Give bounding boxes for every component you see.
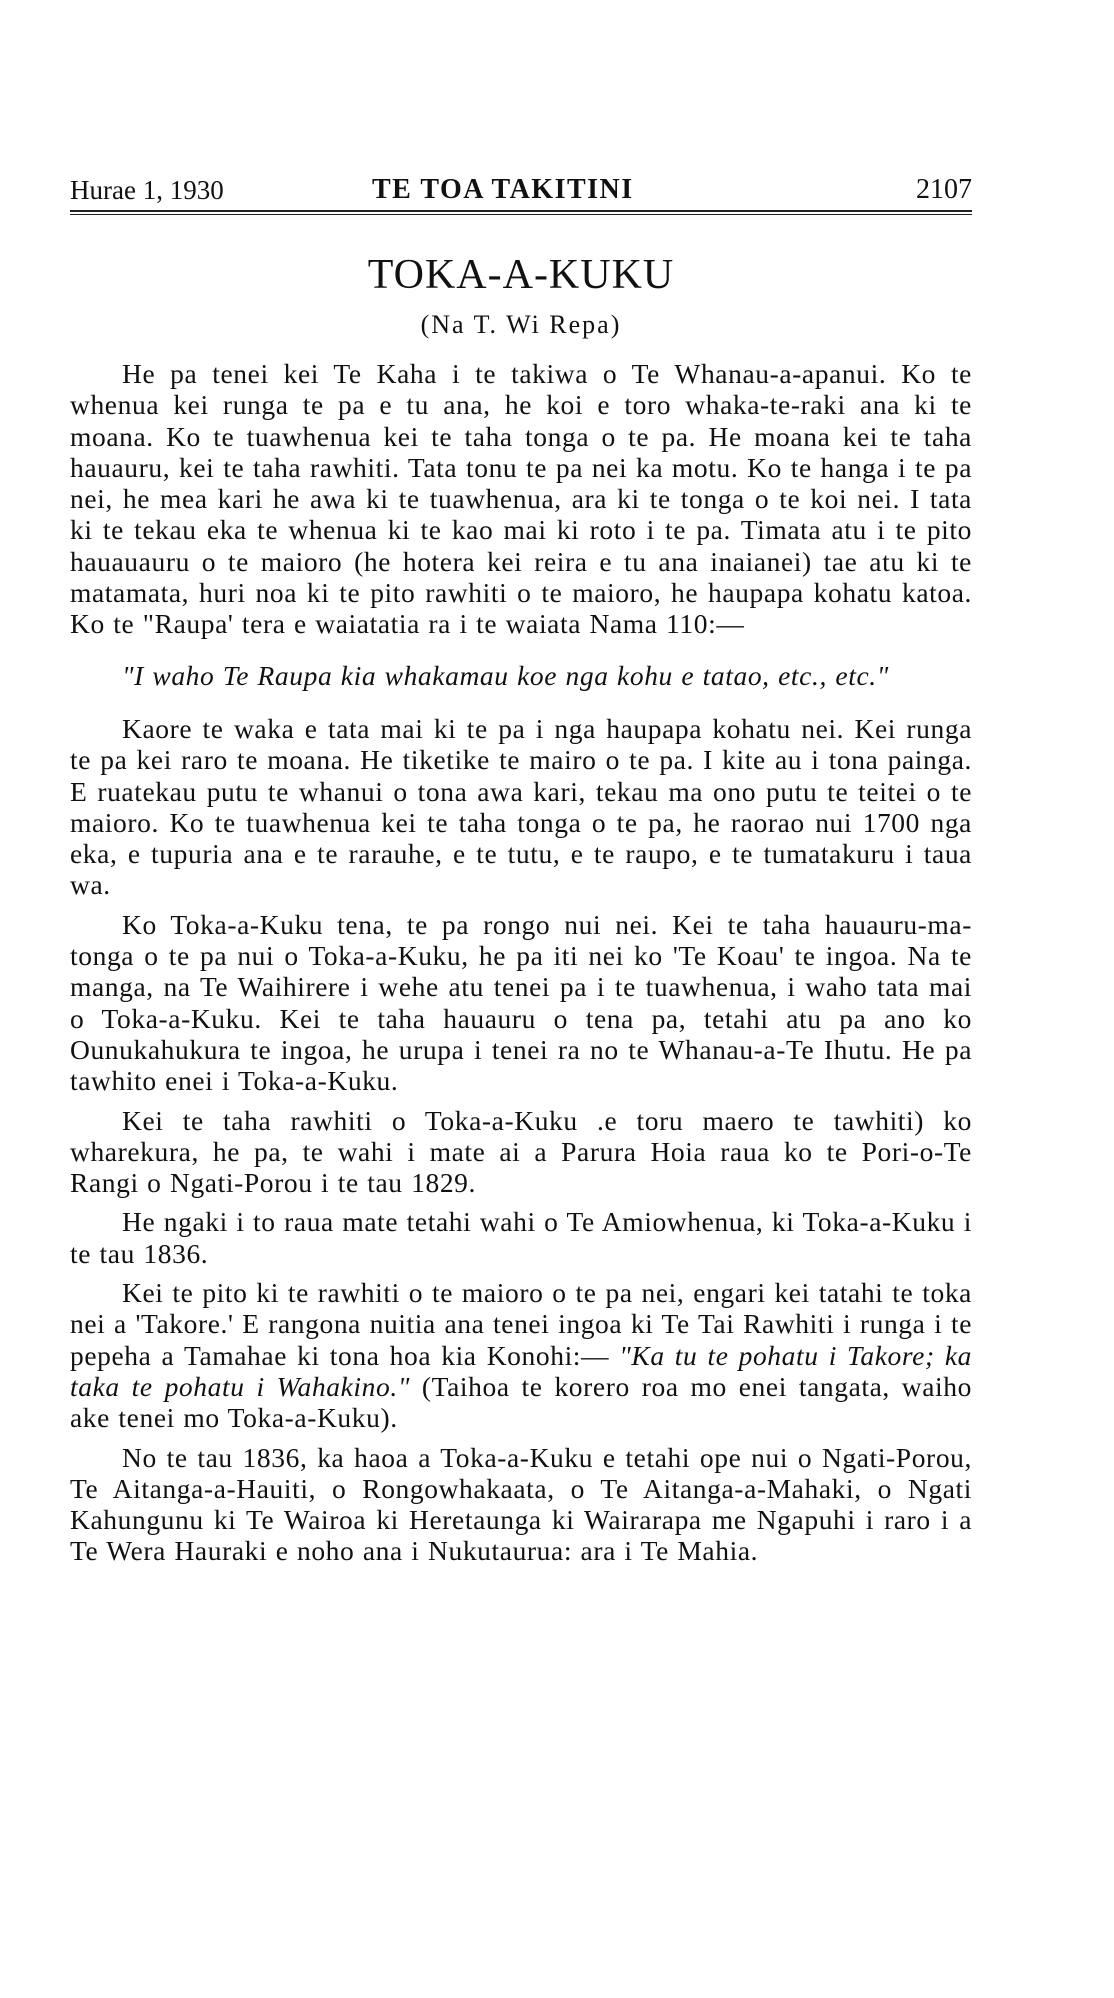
paragraph-6-text-a: Kei te pito ki te rawhiti o te maioro o te pa nei, engari kei tatahi te toka nei a 'Takore.' E rangona nuitia ana tenei ingoa ki Te Tai Rawhiti i runga i te pepeha a Tamahae ki tona hoa kia Konohi:— [70,1277,972,1371]
header-rule-thick [70,210,972,212]
paragraph-5: He ngaki i to raua mate tetahi wahi o Te Amiowhenua, ki Toka-a-Kuku i te tau 1836. [70,1206,972,1269]
paragraph-3: Ko Toka-a-Kuku tena, te pa rongo nui nei. Kei te taha hauauru-ma-tonga o te pa nui o Toka-a-Kuku, he pa iti nei ko 'Te Koau' te ingoa. Na te manga, na Te Waihirere i wehe atu tenei pa i te tuawhenua, i waho tata mai o Toka-a-Kuku. Kei te taha hauauru o tena pa, tetahi atu pa ano ko Ounukahukura te ingoa, he urupa i tenei ra no te Whanau-a-Te Ihutu. He pa tawhito enei i Toka-a-Kuku. [70,908,972,1097]
paragraph-7: No te tau 1836, ka haoa a Toka-a-Kuku e tetahi ope nui o Ngati-Porou, Te Aitanga-a-Hauiti, o Rongowhakaata, o Te Aitanga-a-Mahaki, o Ngati Kahungunu ki Te Wairoa ki Heretaunga ki Wairarapa me Ngapuhi i raro i a Te Wera Hauraki e noho ana i Nukutaurua: ara i Te Mahia. [70,1441,972,1567]
header-publication-title: TE TOA TAKITINI [372,174,634,205]
proverb-quote: "Ka tu te pohatu i Takore; ka taka te pohatu i Wahakino." [70,1339,972,1402]
paragraph-6 [70,1277,972,1433]
paragraph-4: Kei te taha rawhiti o Toka-a-Kuku .e toru maero te tawhiti) ko wharekura, he pa, te wahi i mate ai a Parura Hoia raua ko te Pori-o-Te Rangi o Ngati-Porou i te tau 1829. [70,1104,972,1199]
header-page-number: 2107 [916,174,972,205]
paragraph-2: Kaore te waka e tata mai ki te pa i nga haupapa kohatu nei. Kei runga te pa kei raro te moana. He tiketike te mairo o te pa. I kite au i tona painga. E ruatekau putu te whanui o tona awa kari, tekau ma ono putu te teitei o te maioro. Ko te tuawhenua kei te taha tonga o te pa, he raorao nui 1700 nga eka, e tupuria ana e te rarauhe, e te tutu, e te raupo, e te tumatakuru i taua wa. [70,712,972,901]
paragraph-6-text-b: (Taihoa te korero roa mo enei tangata, waiho ake tenei mo Toka-a-Kuku). [70,1370,972,1434]
header-rule-thin [70,214,972,215]
paragraph-1: He pa tenei kei Te Kaha i te takiwa o Te Whanau-a-apanui. Ko te whenua kei runga te pa e tu ana, he koi e toro whaka-te-raki ana ki te moana. Ko te tuawhenua kei te taha tonga o te pa. He moana kei te taha hauauru, kei te taha rawhiti. Tata tonu te pa nei ka motu. Ko te hanga i te pa nei, he mea kari he awa ki te tuawhenua, ara ki te tonga o te koi nei. I tata ki te tekau eka te whenua ki te kao mai ki roto i te pa. Timata atu i te pito hauauauru o te maioro (he hotera kei reira e tu ana inaianei) tae atu ki te matamata, huri noa ki te pito rawhiti o te maioro, he haupapa kohatu katoa. Ko te "Raupa' tera e waiatatia ra i te waiata Nama 110:— [70,358,972,640]
song-quote: "I waho Te Raupa kia whakamau koe nga kohu e tatao, etc., etc." [122,659,889,691]
article-byline: (Na T. Wi Repa) [420,310,622,339]
running-header [70,168,972,216]
header-date: Hurae 1, 1930 [70,175,224,205]
article-title: TOKA-A-KUKU [367,252,675,298]
article-body [70,358,972,1567]
